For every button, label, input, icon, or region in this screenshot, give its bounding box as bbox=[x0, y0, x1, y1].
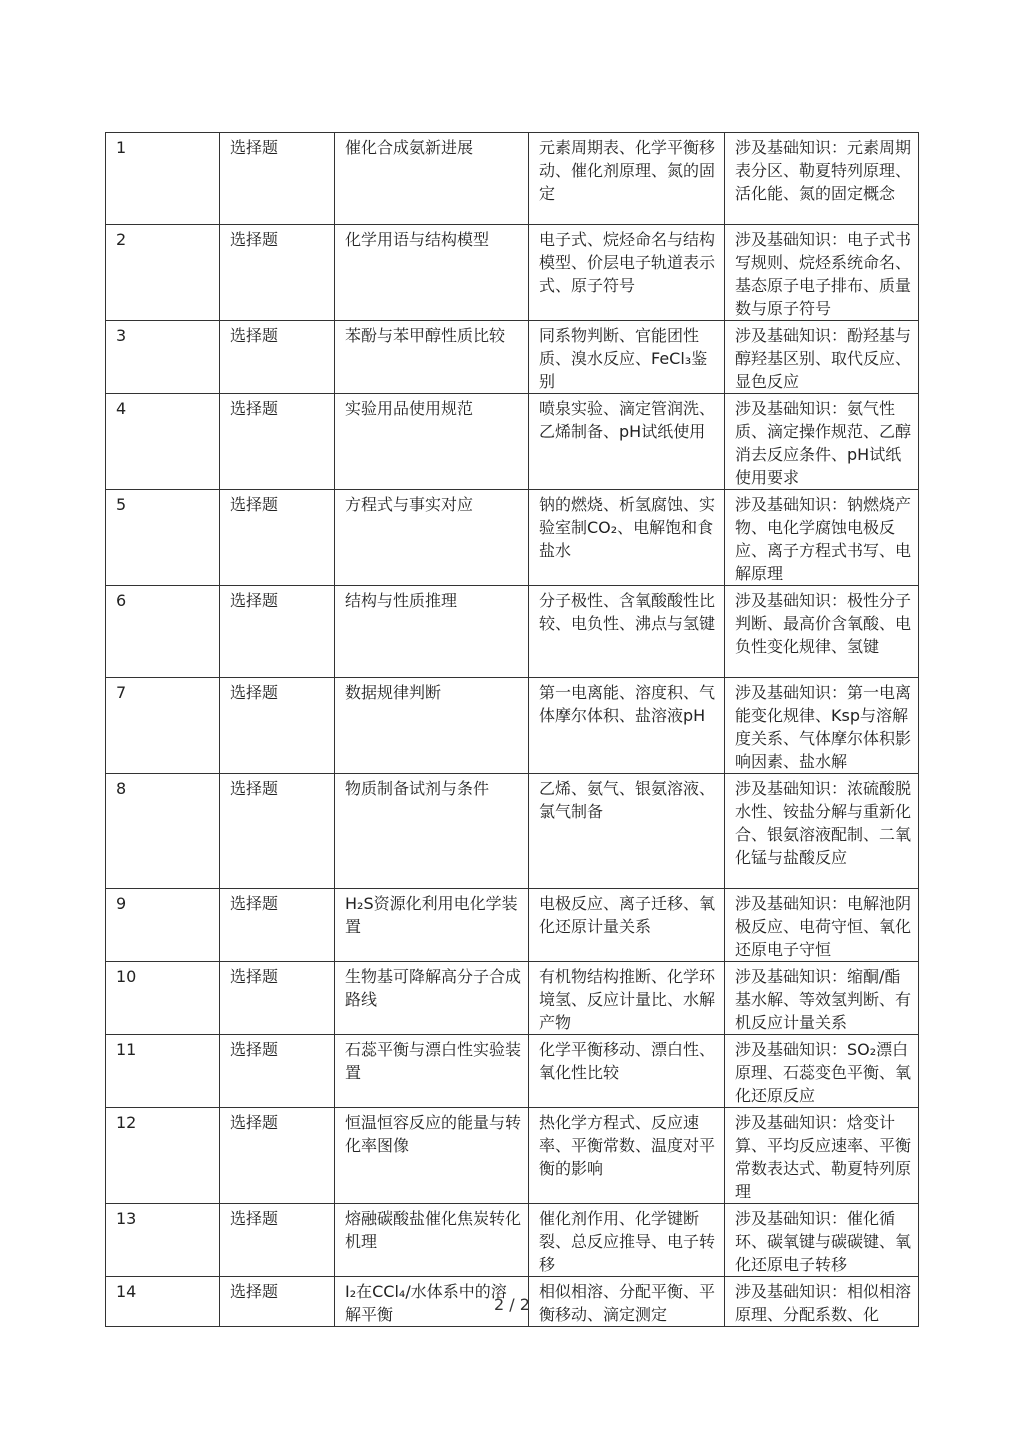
cell-number: 5 bbox=[106, 490, 220, 586]
cell-basic-knowledge: 涉及基础知识：元素周期表分区、勒夏特列原理、活化能、氮的固定概念 bbox=[725, 133, 919, 225]
cell-topic: 实验用品使用规范 bbox=[335, 394, 529, 490]
cell-question-type: 选择题 bbox=[220, 586, 335, 678]
cell-question-type: 选择题 bbox=[220, 321, 335, 394]
cell-key-points: 相似相溶、分配平衡、平衡移动、滴定测定 bbox=[529, 1277, 725, 1327]
table-row bbox=[106, 678, 919, 774]
cell-key-points: 同系物判断、官能团性质、溴水反应、FeCl₃鉴别 bbox=[529, 321, 725, 394]
cell-topic: 数据规律判断 bbox=[335, 678, 529, 774]
cell-basic-knowledge: 涉及基础知识：浓硫酸脱水性、铵盐分解与重新化合、银氨溶液配制、二氧化锰与盐酸反应 bbox=[725, 774, 919, 889]
cell-key-points: 分子极性、含氧酸酸性比较、电负性、沸点与氢键 bbox=[529, 586, 725, 678]
cell-key-points: 元素周期表、化学平衡移动、催化剂原理、氮的固定 bbox=[529, 133, 725, 225]
cell-key-points: 催化剂作用、化学键断裂、总反应推导、电子转移 bbox=[529, 1204, 725, 1277]
cell-topic: 物质制备试剂与条件 bbox=[335, 774, 529, 889]
page-number: 2 / 2 bbox=[494, 1295, 530, 1314]
table-row bbox=[106, 586, 919, 678]
cell-basic-knowledge: 涉及基础知识：相似相溶原理、分配系数、化 bbox=[725, 1277, 919, 1327]
table-body bbox=[106, 133, 919, 1327]
cell-basic-knowledge: 涉及基础知识：钠燃烧产物、电化学腐蚀电极反应、离子方程式书写、电解原理 bbox=[725, 490, 919, 586]
cell-number: 8 bbox=[106, 774, 220, 889]
cell-topic: 催化合成氨新进展 bbox=[335, 133, 529, 225]
cell-topic: I₂在CCl₄/水体系中的溶解平衡 bbox=[335, 1277, 529, 1327]
cell-number: 2 bbox=[106, 225, 220, 321]
table-row bbox=[106, 962, 919, 1035]
cell-basic-knowledge: 涉及基础知识：电子式书写规则、烷烃系统命名、基态原子电子排布、质量数与原子符号 bbox=[725, 225, 919, 321]
cell-question-type: 选择题 bbox=[220, 774, 335, 889]
cell-topic: 方程式与事实对应 bbox=[335, 490, 529, 586]
cell-topic: 熔融碳酸盐催化焦炭转化机理 bbox=[335, 1204, 529, 1277]
cell-number: 4 bbox=[106, 394, 220, 490]
cell-basic-knowledge: 涉及基础知识：催化循环、碳氧键与碳碳键、氧化还原电子转移 bbox=[725, 1204, 919, 1277]
table-row bbox=[106, 774, 919, 889]
cell-topic: 苯酚与苯甲醇性质比较 bbox=[335, 321, 529, 394]
cell-question-type: 选择题 bbox=[220, 133, 335, 225]
cell-key-points: 钠的燃烧、析氢腐蚀、实验室制CO₂、电解饱和食盐水 bbox=[529, 490, 725, 586]
cell-topic: 结构与性质推理 bbox=[335, 586, 529, 678]
cell-topic: 化学用语与结构模型 bbox=[335, 225, 529, 321]
table-row bbox=[106, 1204, 919, 1277]
table-row bbox=[106, 225, 919, 321]
cell-number: 10 bbox=[106, 962, 220, 1035]
cell-question-type: 选择题 bbox=[220, 1277, 335, 1327]
cell-question-type: 选择题 bbox=[220, 1035, 335, 1108]
cell-basic-knowledge: 涉及基础知识：焓变计算、平均反应速率、平衡常数表达式、勒夏特列原理 bbox=[725, 1108, 919, 1204]
table-row bbox=[106, 133, 919, 225]
cell-number: 11 bbox=[106, 1035, 220, 1108]
cell-topic: 生物基可降解高分子合成路线 bbox=[335, 962, 529, 1035]
cell-question-type: 选择题 bbox=[220, 225, 335, 321]
cell-number: 12 bbox=[106, 1108, 220, 1204]
cell-basic-knowledge: 涉及基础知识：氨气性质、滴定操作规范、乙醇消去反应条件、pH试纸使用要求 bbox=[725, 394, 919, 490]
cell-topic: H₂S资源化利用电化学装置 bbox=[335, 889, 529, 962]
table-row bbox=[106, 1108, 919, 1204]
cell-basic-knowledge: 涉及基础知识：缩酮/酯基水解、等效氢判断、有机反应计量关系 bbox=[725, 962, 919, 1035]
cell-basic-knowledge: 涉及基础知识：极性分子判断、最高价含氧酸、电负性变化规律、氢键 bbox=[725, 586, 919, 678]
cell-key-points: 第一电离能、溶度积、气体摩尔体积、盐溶液pH bbox=[529, 678, 725, 774]
cell-question-type: 选择题 bbox=[220, 394, 335, 490]
question-analysis-table bbox=[105, 132, 919, 1327]
cell-number: 7 bbox=[106, 678, 220, 774]
cell-question-type: 选择题 bbox=[220, 962, 335, 1035]
cell-topic: 恒温恒容反应的能量与转化率图像 bbox=[335, 1108, 529, 1204]
cell-key-points: 热化学方程式、反应速率、平衡常数、温度对平衡的影响 bbox=[529, 1108, 725, 1204]
cell-basic-knowledge: 涉及基础知识：酚羟基与醇羟基区别、取代反应、显色反应 bbox=[725, 321, 919, 394]
cell-basic-knowledge: 涉及基础知识：电解池阴极反应、电荷守恒、氧化还原电子守恒 bbox=[725, 889, 919, 962]
cell-number: 3 bbox=[106, 321, 220, 394]
cell-number: 6 bbox=[106, 586, 220, 678]
table-row bbox=[106, 321, 919, 394]
cell-number: 1 bbox=[106, 133, 220, 225]
cell-key-points: 电子式、烷烃命名与结构模型、价层电子轨道表示式、原子符号 bbox=[529, 225, 725, 321]
cell-key-points: 化学平衡移动、漂白性、氧化性比较 bbox=[529, 1035, 725, 1108]
cell-question-type: 选择题 bbox=[220, 678, 335, 774]
table-row bbox=[106, 1035, 919, 1108]
cell-number: 14 bbox=[106, 1277, 220, 1327]
cell-key-points: 有机物结构推断、化学环境氢、反应计量比、水解产物 bbox=[529, 962, 725, 1035]
cell-question-type: 选择题 bbox=[220, 490, 335, 586]
cell-basic-knowledge: 涉及基础知识：第一电离能变化规律、Ksp与溶解度关系、气体摩尔体积影响因素、盐水解 bbox=[725, 678, 919, 774]
cell-topic: 石蕊平衡与漂白性实验装置 bbox=[335, 1035, 529, 1108]
table-row bbox=[106, 889, 919, 962]
cell-key-points: 喷泉实验、滴定管润洗、乙烯制备、pH试纸使用 bbox=[529, 394, 725, 490]
cell-question-type: 选择题 bbox=[220, 1204, 335, 1277]
cell-basic-knowledge: 涉及基础知识：SO₂漂白原理、石蕊变色平衡、氧化还原反应 bbox=[725, 1035, 919, 1108]
cell-key-points: 乙烯、氨气、银氨溶液、氯气制备 bbox=[529, 774, 725, 889]
cell-question-type: 选择题 bbox=[220, 889, 335, 962]
cell-key-points: 电极反应、离子迁移、氧化还原计量关系 bbox=[529, 889, 725, 962]
table-row bbox=[106, 394, 919, 490]
table-row bbox=[106, 490, 919, 586]
cell-number: 9 bbox=[106, 889, 220, 962]
cell-number: 13 bbox=[106, 1204, 220, 1277]
cell-question-type: 选择题 bbox=[220, 1108, 335, 1204]
